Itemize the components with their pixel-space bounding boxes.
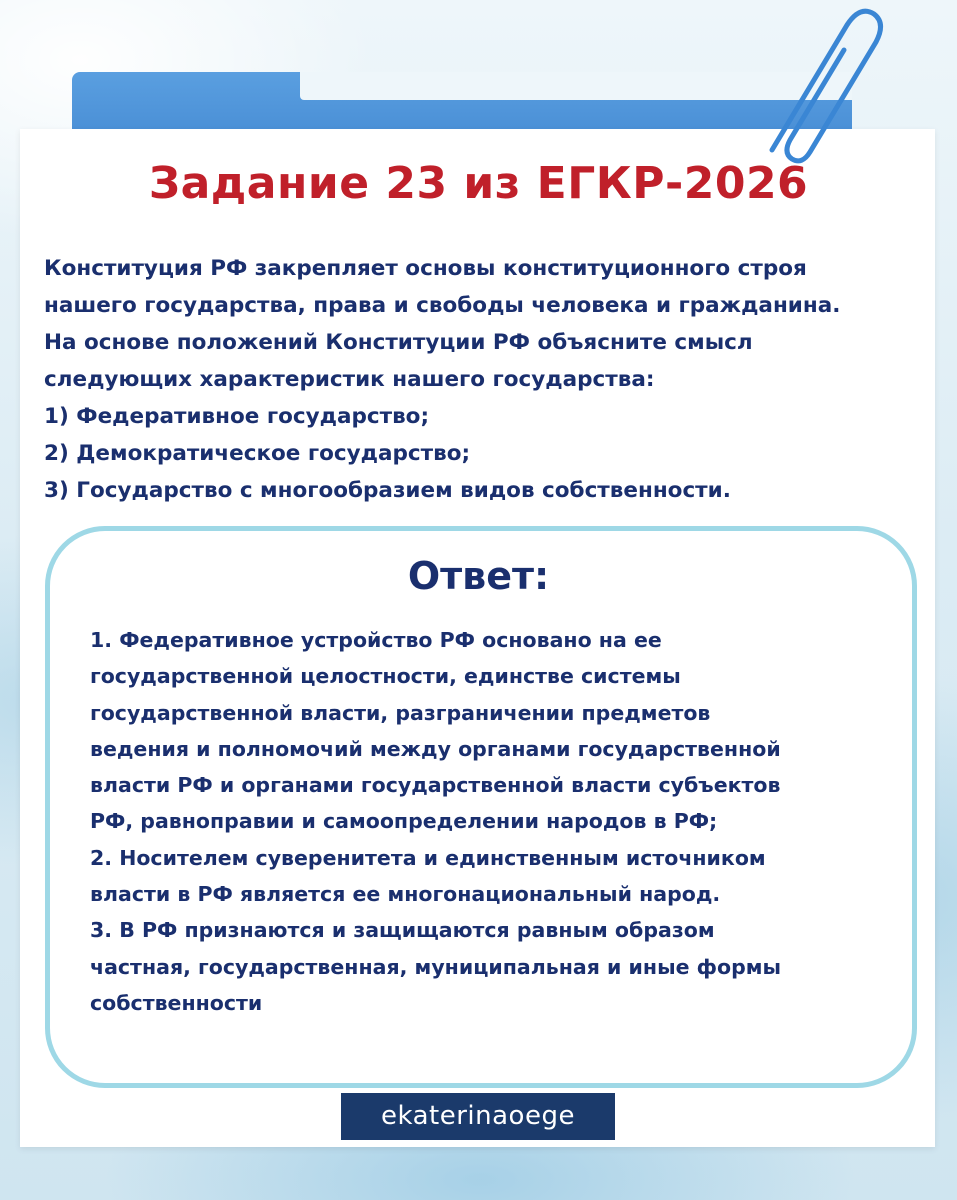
question-line: следующих характеристик нашего государства: (44, 367, 655, 392)
answer-text (90, 622, 890, 1021)
answer-line: государственной целостности, единстве системы (90, 664, 681, 689)
answer-line: частная, государственная, муниципальная и иные формы (90, 954, 782, 979)
question-line: На основе положений Конституции РФ объясните смысл (44, 330, 753, 355)
question-line: Конституция РФ закрепляет основы конституционного строя (44, 256, 807, 281)
question-line: нашего государства, права и свободы человека и гражданина. (44, 293, 841, 318)
question-line: 2) Демократическое государство; (44, 441, 471, 466)
answer-line: собственности (90, 990, 263, 1015)
author-handle: ekaterinaoege (341, 1093, 615, 1140)
question-line: 3) Государство с многообразием видов собственности. (44, 478, 731, 503)
answer-line: 1. Федеративное устройство РФ основано на ее (90, 628, 662, 652)
answer-line: 3. В РФ признаются и защищаются равным образом (90, 918, 715, 943)
answer-line: ведения и полномочий между органами государственной (90, 736, 781, 761)
page-title: Задание 23 из ЕГКР-2026 (148, 158, 809, 209)
answer-line: власти РФ и органами государственной власти субъектов (90, 773, 781, 798)
question-text (44, 250, 924, 509)
paperclip-icon (752, 0, 892, 170)
answer-line: 2. Носителем суверенитета и единственным источником (90, 845, 766, 870)
answer-title: Ответ: (407, 554, 550, 598)
question-line: 1) Федеративное государство; (44, 404, 430, 429)
answer-line: РФ, равноправии и самоопределении народов в РФ; (90, 809, 718, 834)
answer-line: власти в РФ является ее многонациональный народ. (90, 882, 721, 907)
answer-line: государственной власти, разграничении предметов (90, 700, 711, 725)
